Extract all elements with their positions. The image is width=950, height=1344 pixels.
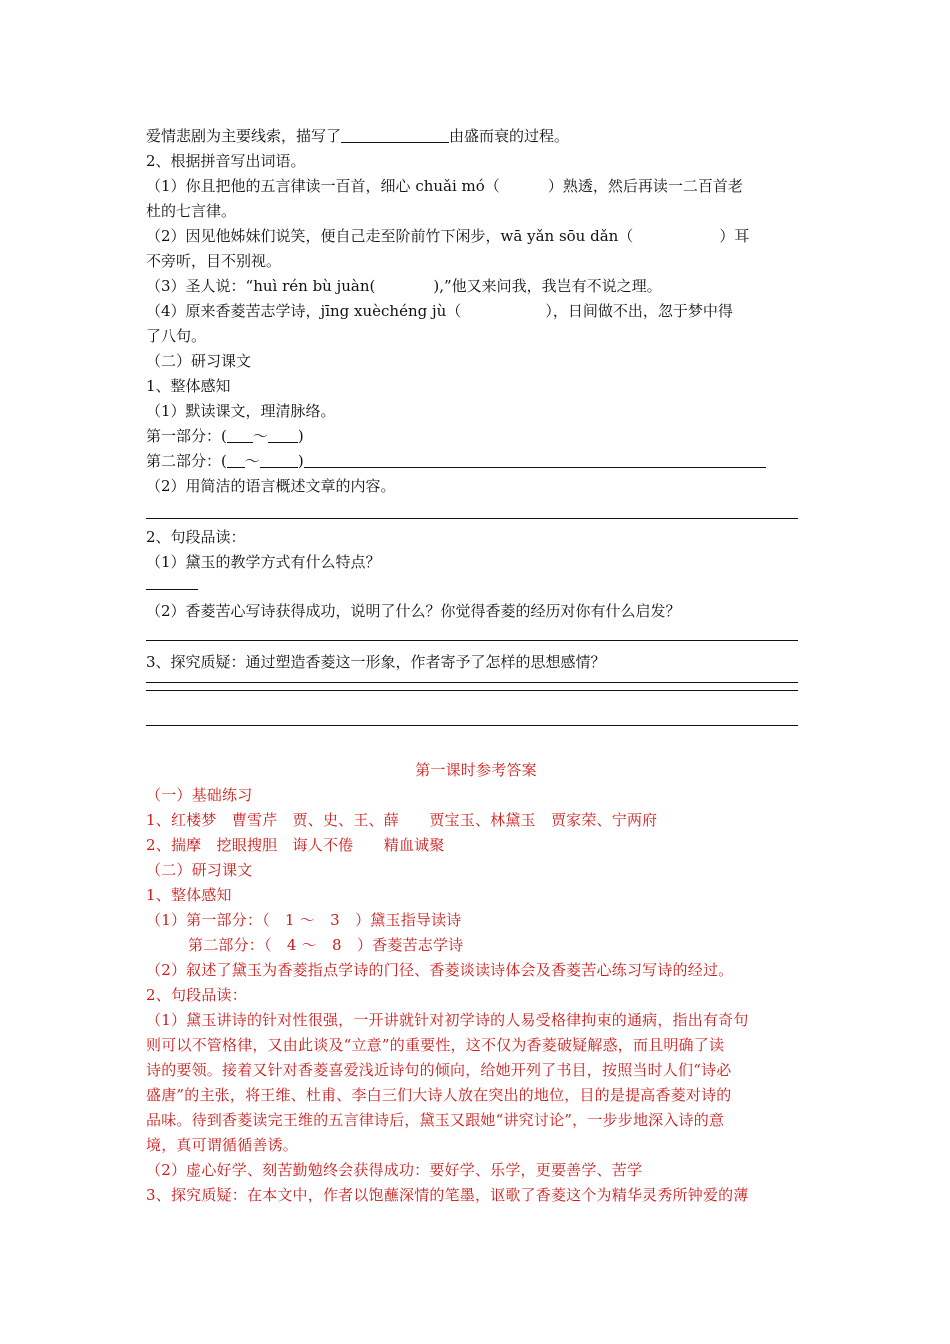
question-line: （1）黛玉的教学方式有什么特点？ — [146, 553, 381, 571]
answer-line-text: （2）虚心好学、刻苦勤勉终会获得成功：要好学、乐学，更要善学、苦学 — [146, 1161, 643, 1179]
answer-line-text: 3、探究质疑：在本文中，作者以饱蘸深情的笔墨，讴歌了香菱这个为精华灵秀所钟爱的薄 — [146, 1186, 749, 1204]
answer-key-title: 第一课时参考答案 — [415, 761, 537, 779]
answer-blank[interactable] — [341, 125, 449, 143]
answer-blank[interactable] — [146, 586, 198, 590]
answer-line-text: 诗的要领。接着又针对香菱喜爱浅近诗句的倾向，给她开列了书目，按照当时人们“诗必 — [146, 1061, 732, 1079]
answer-line[interactable] — [146, 499, 798, 519]
answer-line-text: （一）基础练习 — [146, 786, 253, 804]
question-line: （2）因见他姊妹们说笑，便自己走至阶前竹下闲步，wā yǎn sōu dǎn（ ）耳 — [146, 227, 750, 245]
answer-line[interactable] — [146, 624, 798, 641]
answer-line-text: 品味。待到香菱读完王维的五言律诗后，黛玉又跟她“讲究讨论”，一步步地深入诗的意 — [146, 1111, 725, 1129]
question-line: （1）你且把他的五言律读一百首，细心 chuǎi mó（ ）熟透，然后再读一二百首老 — [146, 177, 743, 195]
answer-blank[interactable] — [227, 425, 253, 443]
answer-line-text: （1）黛玉讲诗的针对性很强，一开讲就针对初学诗的人易受格律拘束的通病，指出有奇句 — [146, 1011, 749, 1029]
answer-line-text: 2、句段品读： — [146, 986, 247, 1004]
question-line: 杜的七言律。 — [146, 202, 237, 220]
answer-line-text: （2）叙述了黛玉为香菱指点学诗的门径、香菱谈读诗体会及香菱苦心练习写诗的经过。 — [146, 961, 734, 979]
answer-line-text: 盛唐”的主张，将王维、杜甫、李白三们大诗人放在突出的地位，目的是提高香菱对诗的 — [146, 1086, 732, 1104]
answer-line-text: 则可以不管格律，又由此谈及“立意”的重要性，这不仅为香菱破疑解惑，而且明确了读 — [146, 1036, 725, 1054]
part-one-line: 第一部分：( ～ ) — [146, 427, 304, 445]
answer-blank[interactable] — [227, 450, 245, 468]
subsection-heading: 1、整体感知 — [146, 377, 231, 395]
answer-line-text: 1、红楼梦 曹雪芹 贾、史、王、薛 贾宝玉、林黛玉 贾家荣、宁两府 — [146, 811, 658, 829]
answer-blank[interactable] — [260, 450, 298, 468]
answer-line-text: 2、揣摩 挖眼搜胆 诲人不倦 精血诚聚 — [146, 836, 445, 854]
question-line: （3）圣人说：“huì rén bù juàn( ),”他又来问我，我岂有不说之理。 — [146, 277, 662, 295]
question-line: 不旁听，目不别视。 — [146, 252, 282, 270]
answer-line[interactable] — [146, 683, 798, 691]
question-line: （2）用简洁的语言概述文章的内容。 — [146, 477, 396, 495]
answer-line-text: 第二部分：（ 4 ～ 8 ）香菱苦志学诗 — [188, 936, 464, 954]
subsection-heading: 2、句段品读： — [146, 528, 246, 546]
answer-line-text: （二）研习课文 — [146, 861, 253, 879]
answer-line[interactable] — [146, 675, 798, 683]
question-line: 了八句。 — [146, 327, 207, 345]
answer-line-text: 境，真可谓循循善诱。 — [146, 1136, 299, 1154]
worksheet-page — [146, 124, 806, 1208]
part-two-line: 第二部分：( ～ ) — [146, 449, 806, 474]
answer-key — [146, 758, 806, 1208]
q2-heading: 2、根据拼音写出词语。 — [146, 152, 306, 170]
question-line: （1）默读课文，理清脉络。 — [146, 402, 336, 420]
question-line: 3、探究质疑：通过塑造香菱这一形象，作者寄予了怎样的思想感情？ — [146, 653, 606, 671]
question-line: 爱情悲剧为主要线索，描写了 由盛而衰的过程。 — [146, 127, 570, 145]
answer-blank[interactable] — [304, 450, 766, 468]
question-line: （2）香菱苦心写诗获得成功，说明了什么？你觉得香菱的经历对你有什么启发？ — [146, 602, 681, 620]
answer-line-text: 1、整体感知 — [146, 886, 232, 904]
section-heading: （二）研习课文 — [146, 352, 252, 370]
question-line: （4）原来香菱苦志学诗，jīng xuèchéng jù（ ），日间做不出，忽于梦中得 — [146, 302, 733, 320]
answer-line[interactable] — [146, 691, 798, 726]
answer-blank[interactable] — [268, 425, 298, 443]
answer-line-text: （1）第一部分：（ 1 ～ 3 ）黛玉指导读诗 — [146, 911, 462, 929]
